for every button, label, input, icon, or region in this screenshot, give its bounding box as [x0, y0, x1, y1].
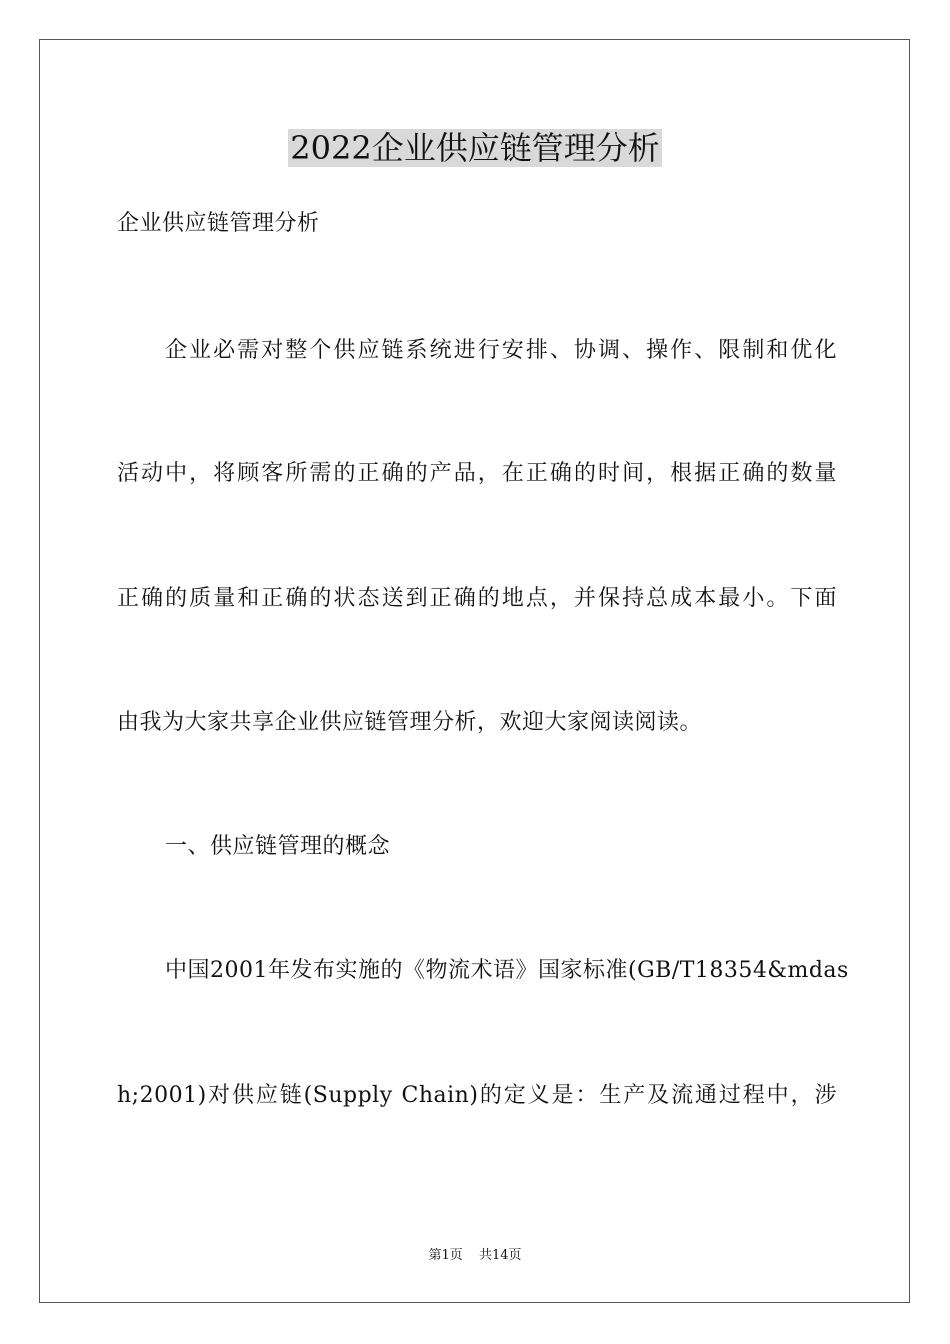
- paragraph-line-3: 正确的质量和正确的状态送到正确的地点，并保持总成本最小。下面: [117, 586, 837, 611]
- document-title-text: 2022企业供应链管理分析: [290, 129, 660, 167]
- paragraph-line-1: 企业必需对整个供应链系统进行安排、协调、操作、限制和优化: [165, 338, 837, 363]
- page-footer: [0, 1247, 950, 1265]
- document-subtitle: 企业供应链管理分析: [117, 211, 320, 236]
- paragraph-line-2: 活动中，将顾客所需的正确的产品，在正确的时间，根据正确的数量: [117, 461, 837, 486]
- paragraph-line-6: h;2001)对供应链(Supply Chain)的定义是：生产及流通过程中，涉: [117, 1083, 837, 1108]
- section-heading: 一、供应链管理的概念: [165, 834, 391, 859]
- paragraph-line-4: 由我为大家共享企业供应链管理分析，欢迎大家阅读阅读。: [117, 710, 703, 735]
- page-number: 第1页: [428, 1248, 463, 1263]
- page-total: 共14页: [478, 1248, 522, 1263]
- paragraph-line-5: 中国2001年发布实施的《物流术语》国家标准(GB/T18354&mdas: [165, 958, 849, 983]
- document-title: [0, 126, 950, 170]
